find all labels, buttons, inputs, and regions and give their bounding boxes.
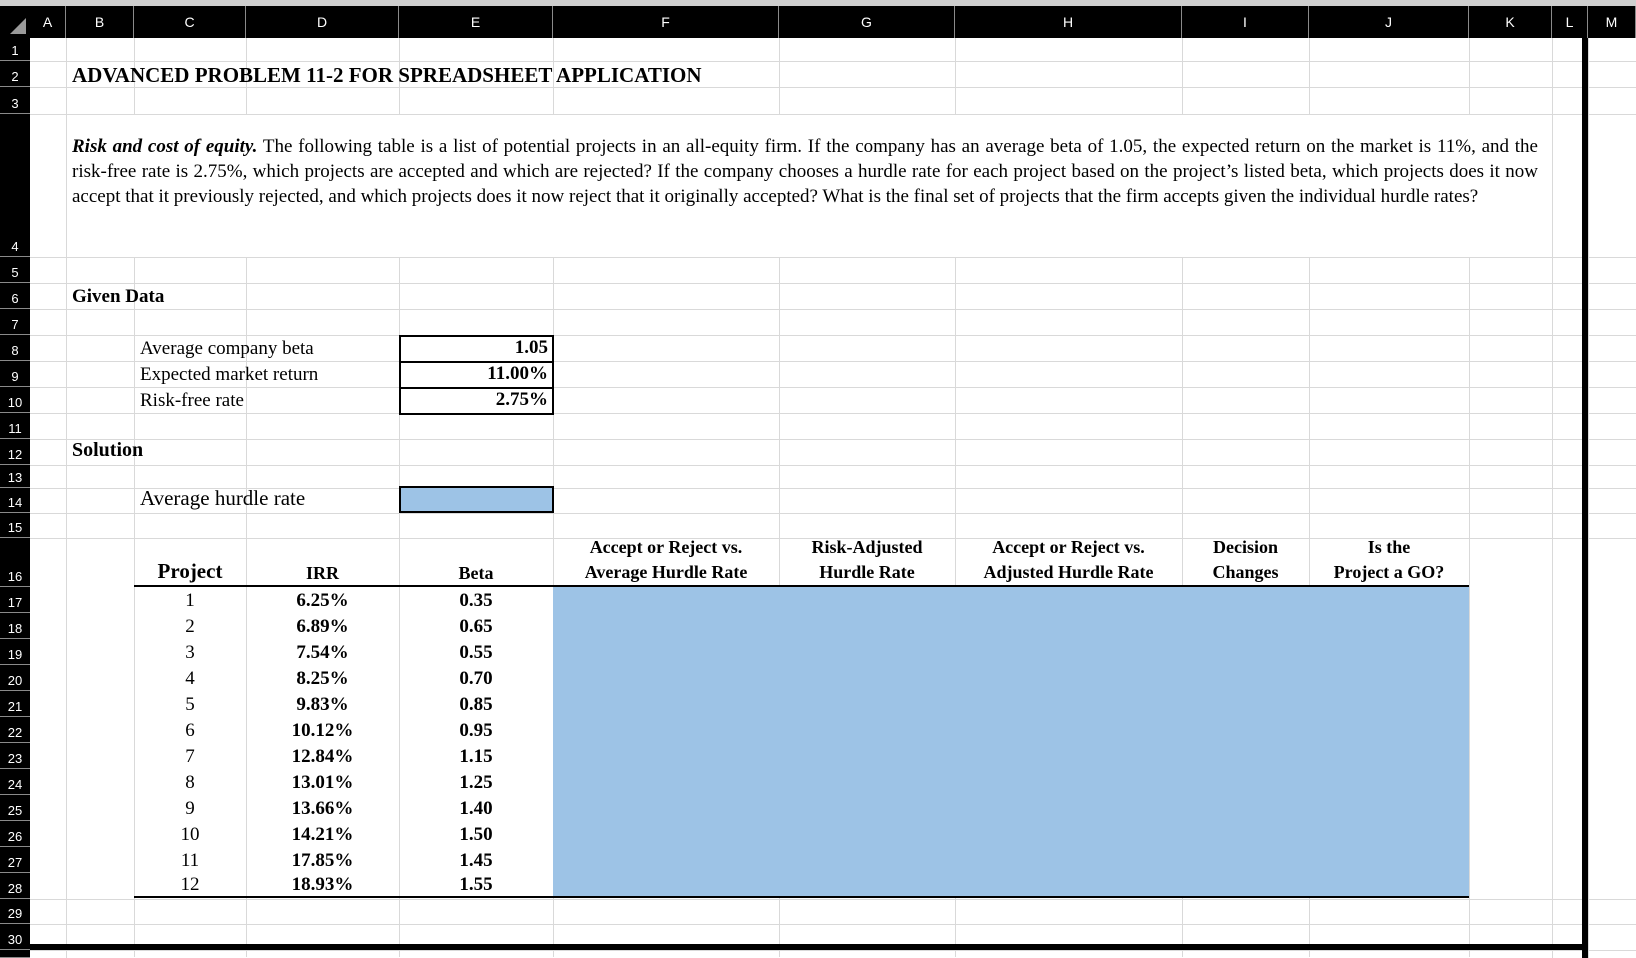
cell-project[interactable]: 6: [185, 720, 195, 741]
column-header-i[interactable]: I: [1182, 6, 1309, 38]
cell-project[interactable]: 8: [185, 772, 195, 793]
gridline: [30, 61, 1636, 62]
cell-project[interactable]: 11: [180, 850, 200, 871]
select-all-corner[interactable]: [0, 6, 30, 38]
answer-input-area[interactable]: [553, 587, 1469, 896]
header-beta: Beta: [458, 563, 494, 583]
column-header-c[interactable]: C: [134, 6, 246, 38]
cell-beta[interactable]: 0.35: [459, 590, 493, 611]
cell-beta[interactable]: 1.25: [459, 772, 493, 793]
row-header[interactable]: 15: [0, 513, 30, 538]
header-accept-adjusted-line1: Accept or Reject vs.: [992, 537, 1145, 557]
gridline: [66, 38, 67, 958]
header-project-go: [1309, 535, 1469, 585]
cell-project[interactable]: 10: [180, 824, 200, 845]
row-header[interactable]: 29: [0, 899, 30, 924]
gridline: [30, 899, 1636, 900]
column-header-g[interactable]: G: [779, 6, 955, 38]
cell-beta[interactable]: 1.55: [459, 874, 493, 895]
cell-irr[interactable]: 17.85%: [291, 850, 354, 871]
cell-irr[interactable]: 6.25%: [296, 590, 349, 611]
cell-project[interactable]: 5: [185, 694, 195, 715]
column-header-l[interactable]: L: [1552, 6, 1588, 38]
column-header-k[interactable]: K: [1469, 6, 1552, 38]
row-header[interactable]: [0, 950, 30, 958]
row-header[interactable]: 9: [0, 361, 30, 387]
problem-statement: [72, 134, 1538, 209]
cell-beta[interactable]: 0.65: [459, 616, 493, 637]
row-header[interactable]: 22: [0, 717, 30, 743]
header-accept-adjusted: [955, 535, 1182, 585]
gridline: [30, 950, 1636, 951]
row-header[interactable]: 30: [0, 924, 30, 950]
cell-project[interactable]: 12: [180, 874, 200, 895]
row-header[interactable]: 26: [0, 821, 30, 847]
header-risk-adjusted: [779, 535, 955, 585]
cell-irr[interactable]: 8.25%: [296, 668, 349, 689]
row-header[interactable]: 24: [0, 769, 30, 795]
given-label-market-return: Expected market return: [140, 364, 319, 385]
cell-irr[interactable]: 13.01%: [291, 772, 354, 793]
cell-irr[interactable]: 12.84%: [291, 746, 354, 767]
given-label-beta: Average company beta: [140, 338, 314, 359]
cell-irr[interactable]: 9.83%: [296, 694, 349, 715]
print-area-border-right: [1582, 38, 1588, 958]
header-accept-avg: [553, 535, 779, 585]
column-header-d[interactable]: D: [246, 6, 399, 38]
cell-irr[interactable]: 10.12%: [291, 720, 354, 741]
row-header[interactable]: 17: [0, 587, 30, 613]
row-header[interactable]: 25: [0, 795, 30, 821]
row-header[interactable]: 11: [0, 413, 30, 439]
header-project-go-line2: Project a GO?: [1333, 562, 1445, 582]
cell-project[interactable]: 2: [185, 616, 195, 637]
column-header-h[interactable]: H: [955, 6, 1182, 38]
page-title: ADVANCED PROBLEM 11-2 FOR SPREADSHEET APPLICATION: [72, 63, 702, 87]
gridline: [30, 335, 1636, 336]
cell-beta[interactable]: 0.70: [459, 668, 493, 689]
problem-lead: Risk and cost of equity.: [72, 136, 258, 157]
row-header[interactable]: 28: [0, 873, 30, 899]
cell-irr[interactable]: 7.54%: [296, 642, 349, 663]
cell-project[interactable]: 9: [185, 798, 195, 819]
row-header[interactable]: 2: [0, 61, 30, 87]
row-header[interactable]: 4: [0, 114, 30, 257]
gridline: [30, 439, 1636, 440]
column-header-m[interactable]: M: [1588, 6, 1636, 38]
cell-beta[interactable]: 1.15: [459, 746, 493, 767]
column-header-e[interactable]: E: [399, 6, 553, 38]
gridline: [1588, 38, 1589, 958]
cell-project[interactable]: 1: [185, 590, 195, 611]
input-risk-free-rate[interactable]: 2.75%: [399, 387, 554, 415]
row-header[interactable]: 14: [0, 488, 30, 513]
row-header[interactable]: 21: [0, 691, 30, 717]
gridline: [1182, 38, 1183, 114]
cell-project[interactable]: 3: [185, 642, 195, 663]
header-accept-avg-line2: Average Hurdle Rate: [584, 562, 748, 582]
cell-beta[interactable]: 1.40: [459, 798, 493, 819]
row-header[interactable]: 20: [0, 665, 30, 691]
row-header[interactable]: 5: [0, 257, 30, 283]
row-header[interactable]: 23: [0, 743, 30, 769]
row-header[interactable]: 10: [0, 387, 30, 413]
gridline: [30, 114, 1636, 115]
average-hurdle-input[interactable]: [399, 486, 554, 513]
header-decision-changes-line2: Changes: [1212, 562, 1279, 582]
gridline: [1552, 38, 1553, 958]
cell-irr[interactable]: 14.21%: [291, 824, 354, 845]
gridline: [30, 309, 1636, 310]
cell-project[interactable]: 7: [185, 746, 195, 767]
gridline: [30, 413, 1636, 414]
column-header-f[interactable]: F: [553, 6, 779, 38]
row-header[interactable]: 18: [0, 613, 30, 639]
solution-heading: Solution: [72, 439, 144, 461]
row-header[interactable]: 1: [0, 38, 30, 61]
column-header-a[interactable]: A: [30, 6, 66, 38]
cell-beta[interactable]: 1.45: [459, 850, 493, 871]
cell-project[interactable]: 4: [185, 668, 195, 689]
column-header-b[interactable]: B: [66, 6, 134, 38]
gridline: [30, 257, 1636, 258]
row-header[interactable]: 7: [0, 309, 30, 335]
header-decision-changes: [1182, 535, 1309, 585]
cell-irr[interactable]: 13.66%: [291, 798, 354, 819]
average-hurdle-label: Average hurdle rate: [140, 486, 306, 510]
gridline: [1469, 38, 1470, 114]
print-area-border-bottom: [30, 944, 1588, 950]
row-header[interactable]: 16: [0, 538, 30, 587]
gridline: [955, 38, 956, 114]
gridline: [30, 283, 1636, 284]
row-header[interactable]: 8: [0, 335, 30, 361]
gridline: [779, 38, 780, 114]
row-header[interactable]: 13: [0, 465, 30, 488]
header-accept-avg-line1: Accept or Reject vs.: [589, 537, 743, 557]
header-project: Project: [157, 559, 223, 583]
problem-body: The following table is a list of potential projects in an all-equity firm. If the company has an average beta of 1.05, the expected return on the market is 11%, and the risk-free rate is 2.75%, which projects are accepted and which are rejected? If the company chooses a hurdle rate for each project based on the project’s listed beta, which projects does it now accept that it previously rejected, and which projects does it now reject that it originally accepted? What is the final set of projects that the firm accepts given the individual hurdle rates?: [72, 136, 1538, 207]
gridline: [30, 924, 1636, 925]
gridline: [30, 361, 1636, 362]
row-header[interactable]: 3: [0, 87, 30, 114]
header-risk-adjusted-line2: Hurdle Rate: [819, 562, 915, 582]
column-header-bar: [0, 0, 1636, 40]
cell-beta[interactable]: 0.55: [459, 642, 493, 663]
header-irr: IRR: [305, 563, 339, 583]
cell-beta[interactable]: 0.95: [459, 720, 493, 741]
row-header[interactable]: 12: [0, 439, 30, 465]
gridline: [1309, 38, 1310, 114]
cell-irr[interactable]: 6.89%: [296, 616, 349, 637]
column-header-j[interactable]: J: [1309, 6, 1469, 38]
select-all-triangle-icon: [10, 18, 26, 34]
input-market-return[interactable]: 11.00%: [399, 361, 554, 389]
gridline: [30, 513, 1636, 514]
gridline: [1469, 257, 1470, 957]
input-average-beta[interactable]: 1.05: [399, 335, 554, 363]
given-label-risk-free: Risk-free rate: [140, 390, 244, 411]
row-header[interactable]: 19: [0, 639, 30, 665]
gridline: [30, 387, 1636, 388]
cell-irr[interactable]: 18.93%: [291, 874, 354, 895]
header-accept-adjusted-line2: Adjusted Hurdle Rate: [983, 562, 1154, 582]
cell-beta[interactable]: 0.85: [459, 694, 493, 715]
header-risk-adjusted-line1: Risk-Adjusted: [811, 537, 923, 557]
given-data-heading: Given Data: [72, 286, 165, 307]
row-header[interactable]: 6: [0, 283, 30, 309]
header-decision-changes-line1: Decision: [1213, 537, 1278, 557]
header-project-go-line1: Is the: [1367, 537, 1411, 557]
cell-beta[interactable]: 1.50: [459, 824, 493, 845]
gridline: [30, 465, 1636, 466]
row-header[interactable]: 27: [0, 847, 30, 873]
